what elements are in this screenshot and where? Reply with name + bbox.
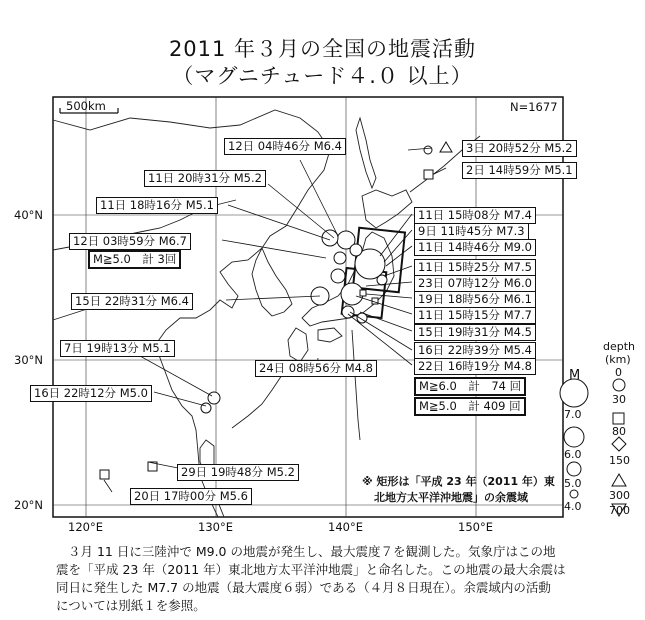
legend-depth-label: 300: [609, 489, 630, 502]
page-title: 2011 年３月の全国の地震活動: [168, 37, 477, 61]
caption-line: については別紙１を参照。: [56, 598, 206, 613]
legend-depth-label: 30: [612, 393, 626, 406]
event-label: 20日 17時00分 M5.6: [130, 488, 252, 505]
lon-label-120: 120°E: [68, 520, 103, 534]
aftershock-area-note: [362, 474, 555, 506]
lat-label-40: 40°N: [14, 208, 43, 222]
legend-depth-label: 700: [609, 504, 630, 517]
event-label: 22日 16時19分 M4.8: [414, 358, 536, 375]
legend-magnitude-label: 5.0: [564, 477, 582, 490]
event-count: N=1677: [510, 100, 558, 114]
event-label: 11日 18時16分 M5.1: [96, 197, 218, 214]
event-label: 19日 18時56分 M6.1: [414, 291, 536, 308]
legend-magnitude-title: M: [569, 368, 581, 383]
lat-label-20: 20°N: [14, 498, 43, 512]
lon-label-140: 140°E: [328, 520, 363, 534]
lat-label-30: 30°N: [14, 353, 43, 367]
legend-depth-label: 0: [615, 366, 622, 379]
legend-magnitude-label: 4.0: [564, 500, 582, 513]
lon-label-130: 130°E: [198, 520, 233, 534]
legend-depth-unit: (km): [605, 353, 631, 366]
event-label: 2日 14時59分 M5.1: [462, 162, 577, 179]
event-label: 12日 04時46分 M6.4: [224, 138, 346, 155]
event-label: 11日 15時25分 M7.5: [414, 259, 536, 276]
page-subtitle: （マグニチュード４.０ 以上）: [172, 64, 473, 88]
count-box-m6: M≧6.0 計 74 回: [414, 377, 526, 396]
event-label: 3日 20時52分 M5.2: [462, 140, 577, 157]
caption: [56, 543, 628, 615]
event-label: 29日 19時48分 M5.2: [177, 464, 299, 481]
note-line: ※ 矩形は「平成 23 年（2011 年）東: [362, 475, 555, 488]
count-box-left: M≧5.0 計 3回: [88, 250, 181, 269]
event-label: 24日 08時56分 M4.8: [255, 360, 377, 377]
caption-line: ３月 11 日に三陸沖で M9.0 の地震が発生し、最大震度７を観測した。気象庁はこの地: [68, 544, 556, 559]
note-line: 北地方太平洋沖地震」の余震域: [374, 491, 528, 504]
event-label: 9日 11時45分 M7.3: [414, 223, 529, 240]
legend-magnitude-label: 7.0: [564, 408, 582, 421]
lon-label-150: 150°E: [458, 520, 493, 534]
scale-bar-label: 500km: [66, 99, 106, 113]
legend-depth-label: 80: [612, 425, 626, 438]
event-label: 12日 03時59分 M6.7: [69, 233, 191, 250]
event-label: 11日 20時31分 M5.2: [144, 170, 266, 187]
event-label: 16日 22時39分 M5.4: [414, 342, 536, 359]
count-box-m5: M≧5.0 計 409 回: [414, 397, 526, 416]
event-label: 15日 22時31分 M6.4: [71, 293, 193, 310]
legend-depth-label: 150: [609, 454, 630, 467]
event-label: 23日 07時12分 M6.0: [414, 275, 536, 292]
event-label: 11日 15時08分 M7.4: [414, 207, 536, 224]
event-label: 15日 19時31分 M4.5: [414, 324, 536, 341]
caption-line: 震を「平成 23 年（2011 年）東北地方太平洋沖地震」と命名した。この地震の最大余震は: [56, 562, 566, 577]
event-label: 11日 15時15分 M7.7: [414, 307, 536, 324]
caption-line: 同日に発生した M7.7 の地震（最大震度６弱）である（４月８日現在）。余震域内の活動: [56, 580, 551, 595]
event-label: 16日 22時12分 M5.0: [30, 385, 152, 402]
event-label: 11日 14時46分 M9.0: [414, 239, 536, 256]
legend-depth-title: depth: [603, 340, 636, 353]
legend-magnitude-label: 6.0: [564, 448, 582, 461]
event-label: 7日 19時13分 M5.1: [60, 340, 175, 357]
